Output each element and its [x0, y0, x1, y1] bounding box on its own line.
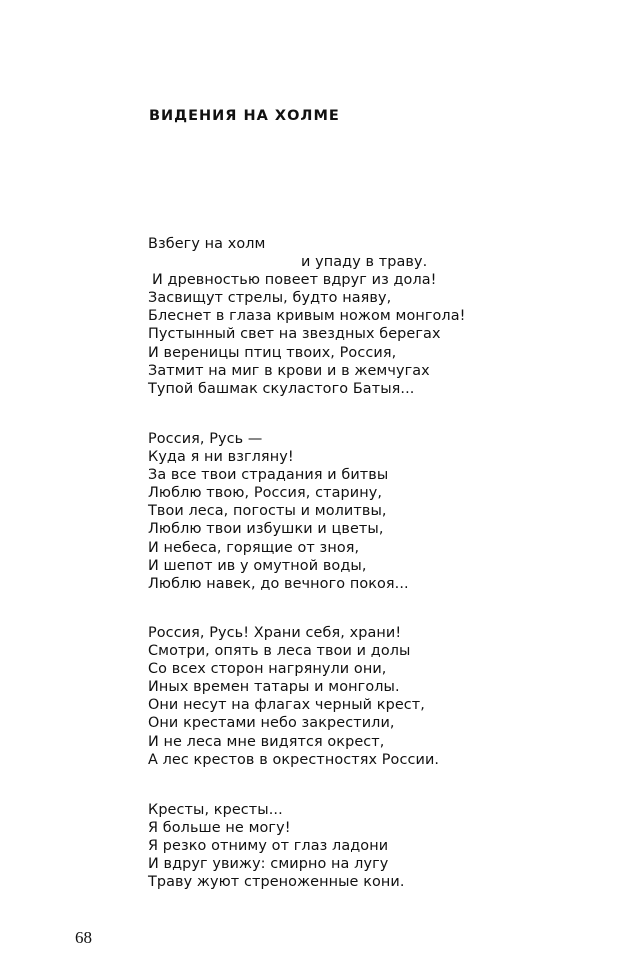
- poem-line: Россия, Русь —: [148, 431, 263, 447]
- poem-line: И вереницы птиц твоих, Россия,: [148, 344, 397, 361]
- poem-line: Кресты, кресты...: [148, 802, 283, 818]
- poem-line: И вдруг увижу: смирно на лугу: [148, 856, 389, 873]
- poem-line: И небеса, горящие от зноя,: [148, 539, 360, 556]
- poem-line: Затмит на миг в крови и в жемчугах: [148, 362, 430, 379]
- page-number: 68: [75, 928, 92, 947]
- poem-line: и упаду в траву.: [301, 254, 428, 271]
- poem-line: Куда я ни взгляну!: [148, 449, 294, 466]
- poem-line: И древностью повеет вдруг из дола!: [152, 272, 437, 289]
- poem-line: Блеснет в глаза кривым ножом монгола!: [148, 308, 466, 325]
- poem-line: Траву жуют стреноженные кони.: [148, 874, 405, 891]
- poem-line: И шепот ив у омутной воды,: [148, 557, 367, 574]
- poem-title: ВИДЕНИЯ НА ХОЛМЕ: [149, 108, 340, 124]
- poem-line: Смотри, опять в леса твои и долы: [148, 643, 411, 660]
- poem-line: Твои леса, погосты и молитвы,: [148, 503, 387, 520]
- poem-line: Со всех сторон нагрянули они,: [148, 661, 387, 678]
- poem-line: Люблю твои избушки и цветы,: [148, 521, 384, 538]
- poem-line: Россия, Русь! Храни себя, храни!: [148, 625, 402, 641]
- stanza-3: [148, 624, 439, 769]
- stanza-4: [148, 801, 405, 891]
- poem-line: Я резко отниму от глаз ладони: [148, 838, 389, 855]
- poem-line: Тупой башмак скуластого Батыя...: [148, 380, 415, 397]
- poem-line: Они несут на флагах черный крест,: [148, 697, 425, 714]
- poem-line: Взбегу на холм: [148, 236, 266, 252]
- poem-line: Они крестами небо закрестили,: [148, 715, 395, 732]
- poem-line: И не леса мне видятся окрест,: [148, 733, 385, 750]
- poem-line: Иных времен татары и монголы.: [148, 679, 400, 696]
- poem-line: Засвищут стрелы, будто наяву,: [148, 290, 392, 307]
- poem-line: Я больше не могу!: [148, 820, 291, 837]
- poem-line: Люблю твою, Россия, старину,: [148, 485, 382, 502]
- stanza-2: [148, 430, 409, 593]
- stanza-1: [148, 235, 466, 398]
- poem-line: За все твои страдания и битвы: [148, 467, 389, 484]
- poem-line: Люблю навек, до вечного покоя...: [148, 575, 409, 592]
- poem-line: Пустынный свет на звездных берегах: [148, 326, 441, 343]
- poem-line: А лес крестов в окрестностях России.: [148, 751, 440, 768]
